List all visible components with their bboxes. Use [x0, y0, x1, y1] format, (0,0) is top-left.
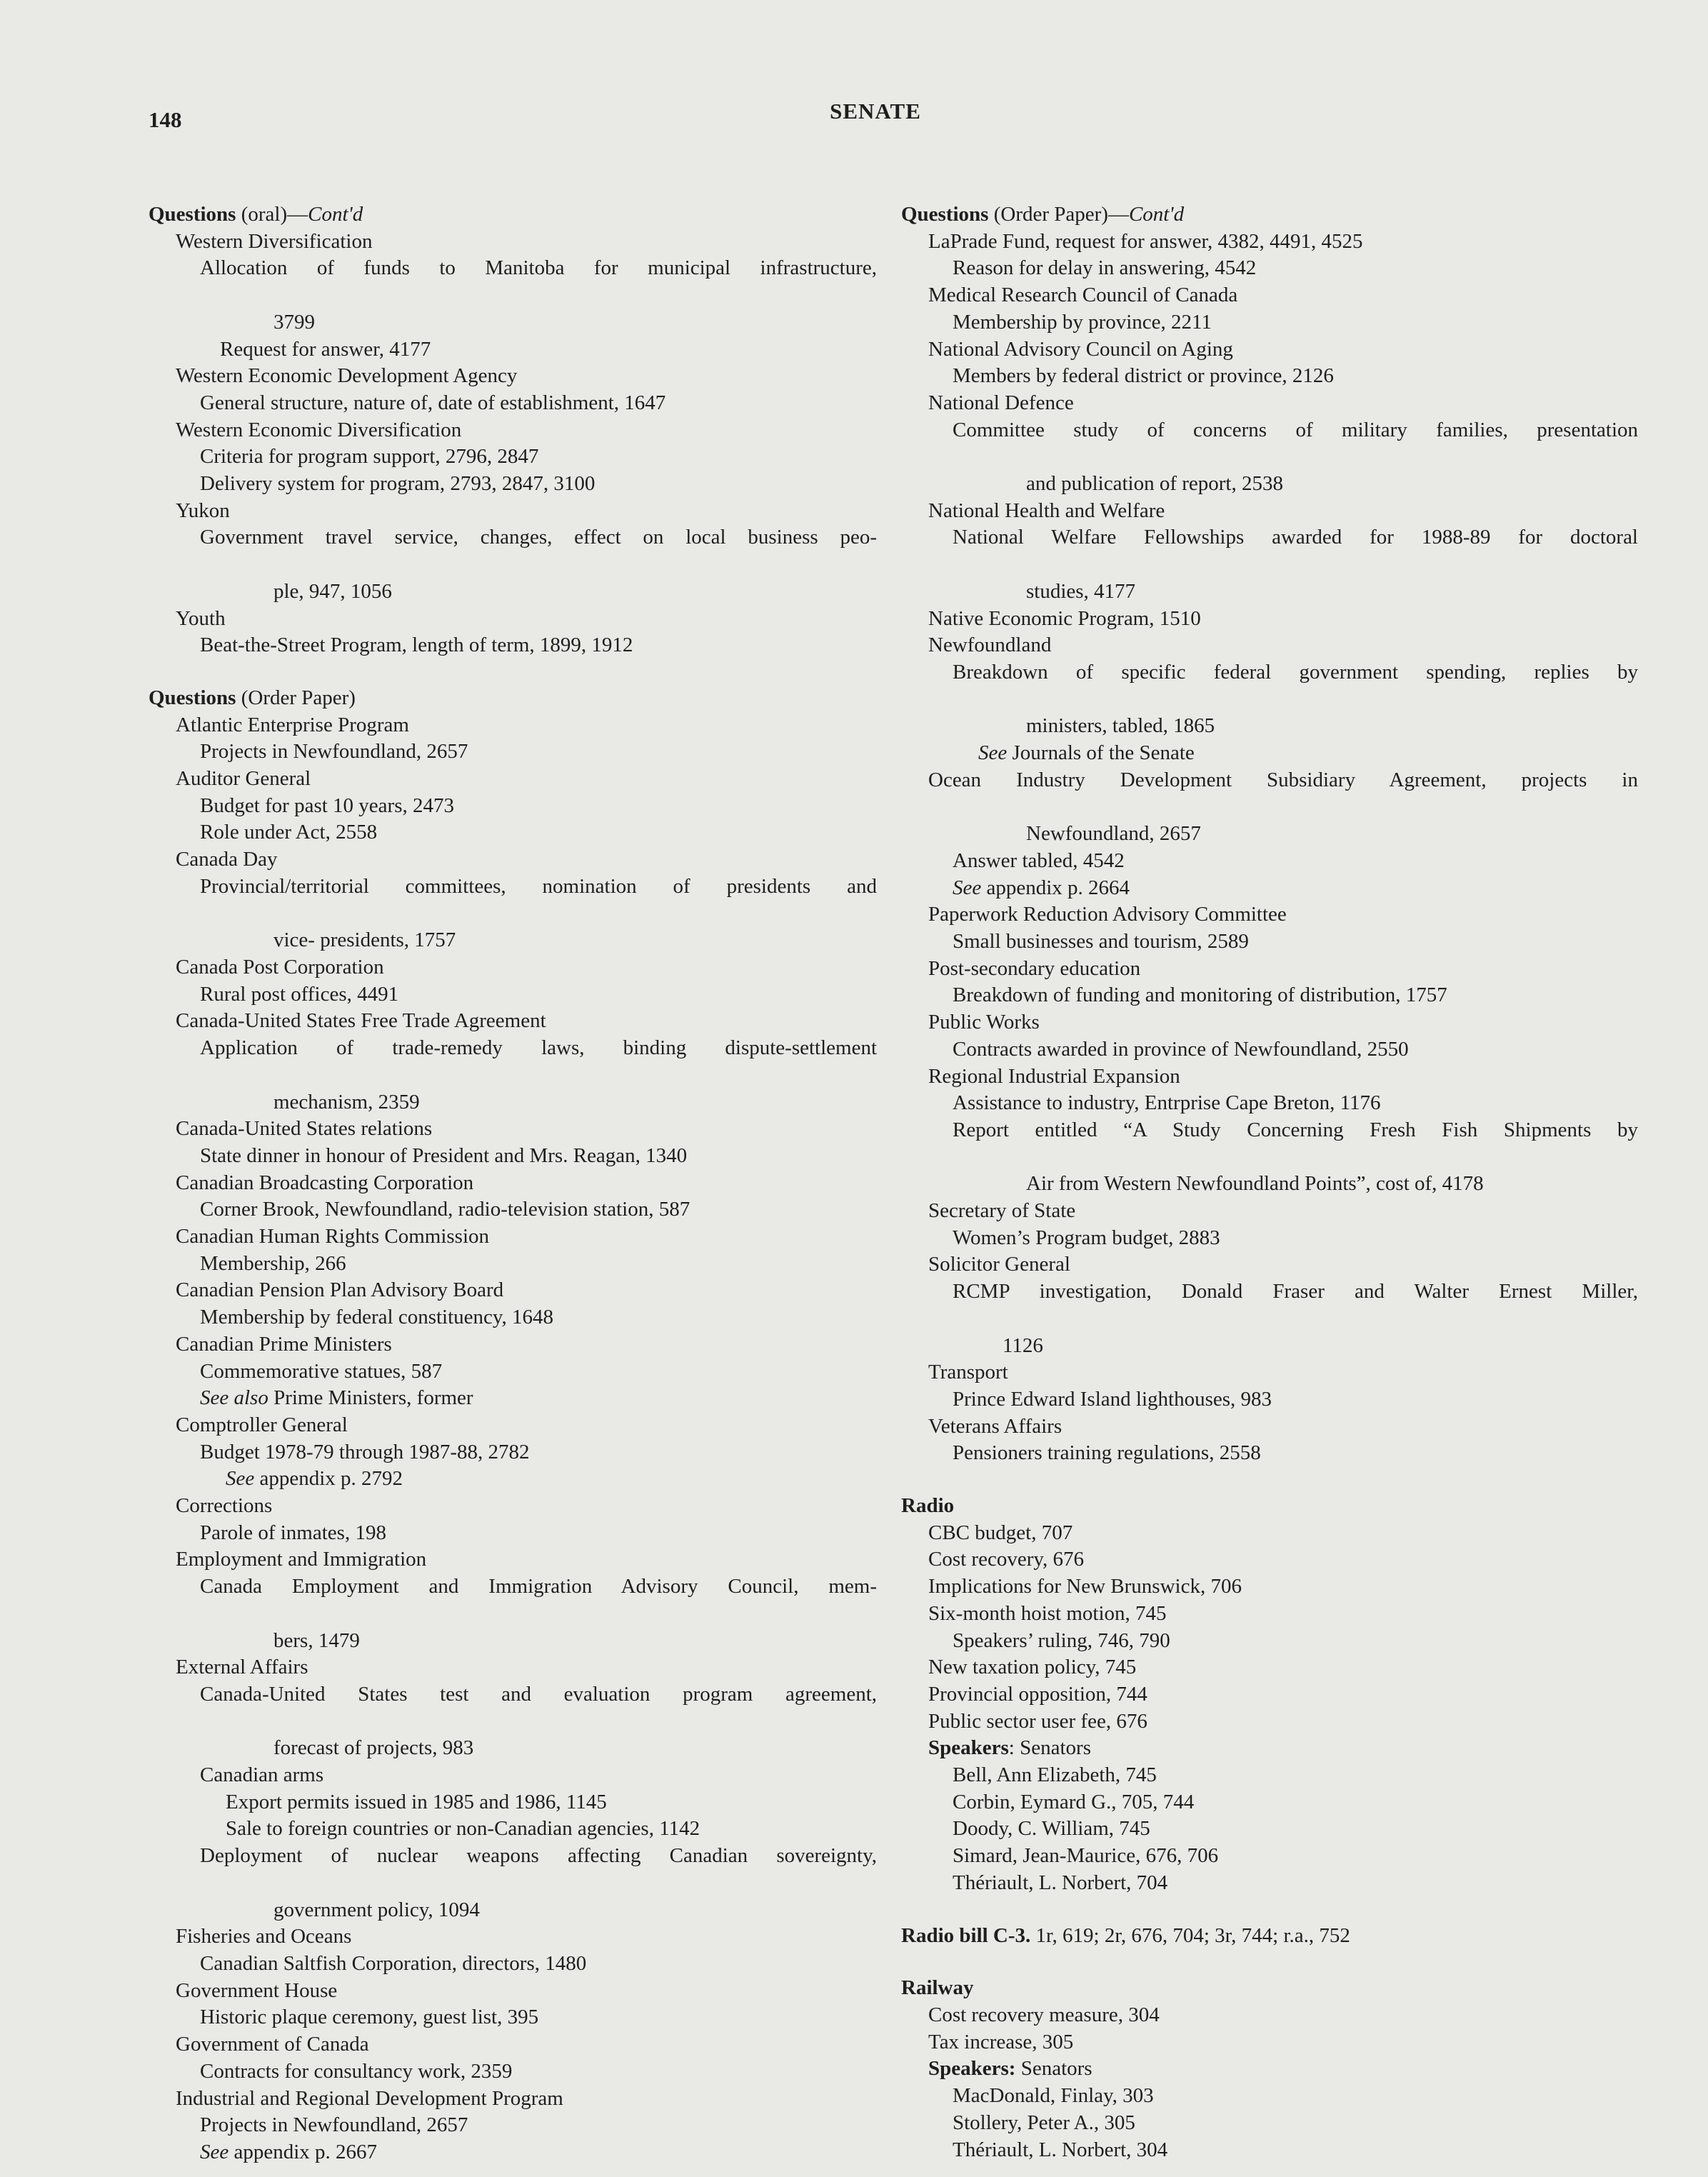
index-subentry: Government travel service, changes, effect on local business peo- — [200, 526, 877, 549]
index-entry: Comptroller General — [176, 1413, 348, 1436]
index-subentry: Provincial/territorial committees, nomination of presidents and — [200, 874, 877, 898]
index-subentry: Breakdown of specific federal government spending, replies by — [953, 660, 1638, 684]
index-heading: Questions (oral)—Cont'd — [149, 203, 363, 226]
index-entry: Canada-United States Free Trade Agreement — [176, 1009, 546, 1033]
index-entry: Medical Research Council of Canada — [928, 284, 1238, 307]
index-entry: Secretary of State — [928, 1199, 1076, 1223]
index-subentry: Criteria for program support, 2796, 2847 — [200, 445, 539, 469]
index-entry: Paperwork Reduction Advisory Committee — [928, 903, 1287, 926]
index-subentry: Application of trade-remedy laws, binding dispute-settlement — [200, 1036, 877, 1060]
index-entry: Newfoundland — [928, 634, 1052, 657]
index-subentry: MacDonald, Finlay, 303 — [953, 2084, 1154, 2108]
index-entry: Regional Industrial Expansion — [928, 1064, 1180, 1088]
index-entry: Public sector user fee, 676 — [928, 1709, 1147, 1733]
index-subentry: Thériault, L. Norbert, 304 — [953, 2138, 1168, 2161]
index-entry: Public Works — [928, 1011, 1040, 1034]
index-subentry: Prince Edward Island lighthouses, 983 — [953, 1387, 1272, 1411]
index-entry: Auditor General — [176, 767, 311, 791]
index-entry: Speakers: Senators — [928, 1736, 1091, 1760]
index-entry: Canadian Human Rights Commission — [176, 1225, 490, 1248]
index-subentry: Corbin, Eymard G., 705, 744 — [953, 1790, 1195, 1813]
index-subentry: Women’s Program budget, 2883 — [953, 1226, 1220, 1249]
index-entry: Speakers: Senators — [928, 2057, 1092, 2081]
index-entry: National Defence — [928, 391, 1074, 414]
index-entry: Government House — [176, 1978, 338, 2002]
index-subentry-continued: 1126 — [1003, 1333, 1043, 1357]
index-entry: National Advisory Council on Aging — [928, 337, 1233, 361]
index-column-left — [149, 201, 877, 2166]
index-subentry: Membership, 266 — [200, 1251, 346, 1275]
index-subentry: Stollery, Peter A., 305 — [953, 2111, 1135, 2134]
index-entry: Canadian Prime Ministers — [176, 1332, 392, 1356]
index-entry: Tax increase, 305 — [928, 2030, 1074, 2053]
index-subentry: Membership by federal constituency, 1648 — [200, 1306, 554, 1329]
index-entry: Atlantic Enterprise Program — [176, 713, 409, 736]
index-cross-reference: See appendix p. 2667 — [200, 2140, 378, 2163]
index-entry: Ocean Industry Development Subsidiary Agreement, projects in — [928, 768, 1638, 791]
index-heading: Questions (Order Paper) — [149, 686, 356, 709]
index-entry: Yukon — [176, 499, 230, 522]
index-subentry: Contracts awarded in province of Newfoundland, 2550 — [953, 1037, 1409, 1061]
index-entry: Solicitor General — [928, 1253, 1070, 1276]
index-subsubentry: Export permits issued in 1985 and 1986, 1145 — [226, 1790, 607, 1813]
index-subentry: Delivery system for program, 2793, 2847, 3100 — [200, 472, 596, 496]
index-entry: Veterans Affairs — [928, 1414, 1063, 1438]
index-subentry: State dinner in honour of President and Mrs. Reagan, 1340 — [200, 1143, 688, 1167]
index-subentry: Committee study of concerns of military families, presentation — [953, 418, 1638, 441]
index-entry: National Health and Welfare — [928, 499, 1165, 522]
index-entry-continued: Newfoundland, 2657 — [1026, 822, 1201, 846]
index-subentry: Canada Employment and Immigration Advisory Council, mem- — [200, 1575, 877, 1598]
index-subentry: Small businesses and tourism, 2589 — [953, 929, 1249, 953]
index-subentry: Answer tabled, 4542 — [953, 849, 1125, 872]
index-subentry: Contracts for consultancy work, 2359 — [200, 2059, 513, 2083]
index-heading: Radio — [901, 1494, 955, 1518]
index-entry: Canadian Broadcasting Corporation — [176, 1171, 474, 1194]
index-entry: Youth — [176, 606, 226, 630]
index-subentry-continued: ple, 947, 1056 — [273, 579, 392, 603]
index-subentry-continued: government policy, 1094 — [273, 1898, 480, 1921]
index-subentry: Budget 1978-79 through 1987-88, 2782 — [200, 1440, 530, 1463]
index-entry: Six-month hoist motion, 745 — [928, 1601, 1167, 1625]
index-subentry-continued: vice- presidents, 1757 — [273, 929, 456, 952]
index-subentry: Projects in Newfoundland, 2657 — [200, 2113, 468, 2137]
index-subentry: Reason for delay in answering, 4542 — [953, 256, 1257, 280]
running-head: SENATE — [830, 99, 921, 124]
index-cross-reference: See appendix p. 2664 — [953, 876, 1130, 899]
index-heading: Railway — [901, 1976, 974, 2000]
index-subentry: Rural post offices, 4491 — [200, 982, 399, 1006]
index-subentry: Canadian Saltfish Corporation, directors, 1480 — [200, 1952, 587, 1975]
index-subentry: Canadian arms — [200, 1763, 324, 1787]
index-subentry: Breakdown of funding and monitoring of distribution, 1757 — [953, 984, 1447, 1007]
index-entry: Cost recovery measure, 304 — [928, 2003, 1160, 2026]
index-column-right — [901, 201, 1638, 2163]
index-entry: Industrial and Regional Development Program — [176, 2086, 563, 2110]
index-subentry: Speakers’ ruling, 746, 790 — [953, 1628, 1170, 1652]
index-entry: Corrections — [176, 1494, 273, 1518]
index-cross-reference: See also Prime Ministers, former — [200, 1386, 473, 1410]
index-subentry-continued: and publication of report, 2538 — [1026, 472, 1283, 496]
index-subentry: Assistance to industry, Entrprise Cape Breton, 1176 — [953, 1091, 1381, 1115]
index-subentry: Commemorative statues, 587 — [200, 1359, 443, 1383]
index-cross-reference: See appendix p. 2792 — [226, 1467, 403, 1491]
index-heading: Questions (Order Paper)—Cont'd — [901, 203, 1185, 226]
index-subentry: Corner Brook, Newfoundland, radio-television station, 587 — [200, 1198, 690, 1221]
index-subentry: Bell, Ann Elizabeth, 745 — [953, 1763, 1157, 1787]
index-entry: Canadian Pension Plan Advisory Board — [176, 1278, 504, 1302]
index-entry: CBC budget, 707 — [928, 1521, 1073, 1544]
index-entry: Western Diversification — [176, 229, 373, 253]
index-entry: Cost recovery, 676 — [928, 1548, 1084, 1571]
index-subentry-continued: forecast of projects, 983 — [273, 1736, 474, 1760]
index-subentry: General structure, nature of, date of establishment, 1647 — [200, 391, 666, 414]
index-subentry-continued: mechanism, 2359 — [273, 1090, 420, 1113]
index-subentry: Simard, Jean-Maurice, 676, 706 — [953, 1844, 1219, 1868]
index-entry: Implications for New Brunswick, 706 — [928, 1575, 1242, 1598]
index-entry: Provincial opposition, 744 — [928, 1682, 1147, 1706]
index-subentry: Request for answer, 4177 — [220, 337, 431, 361]
index-entry: Canada Post Corporation — [176, 955, 384, 979]
index-entry: Western Economic Diversification — [176, 418, 462, 441]
index-subentry: Thériault, L. Norbert, 704 — [953, 1871, 1168, 1894]
page-number: 148 — [149, 107, 182, 132]
index-subentry-continued: bers, 1479 — [273, 1628, 360, 1652]
index-subentry: RCMP investigation, Donald Fraser and Walter Ernest Miller, — [953, 1280, 1638, 1303]
index-entry: Native Economic Program, 1510 — [928, 606, 1201, 630]
index-subentry: Canada-United States test and evaluation program agreement, — [200, 1682, 877, 1706]
index-subentry-continued: ministers, tabled, 1865 — [1026, 714, 1215, 738]
index-entry: Post-secondary education — [928, 956, 1141, 980]
index-subentry: Projects in Newfoundland, 2657 — [200, 740, 468, 764]
index-cross-reference: See Journals of the Senate — [978, 741, 1195, 765]
index-subentry: Beat-the-Street Program, length of term, 1899, 1912 — [200, 634, 633, 657]
index-entry: LaPrade Fund, request for answer, 4382, 4491, 4525 — [928, 229, 1363, 253]
index-subentry: Role under Act, 2558 — [200, 821, 378, 844]
index-subentry-continued: studies, 4177 — [1026, 579, 1136, 603]
index-subentry: Doody, C. William, 745 — [953, 1817, 1150, 1841]
index-entry: New taxation policy, 745 — [928, 1656, 1137, 1679]
index-subentry: Deployment of nuclear weapons affecting Canadian sovereignty, — [200, 1844, 877, 1868]
index-subentry: Membership by province, 2211 — [953, 310, 1212, 334]
index-entry: Fisheries and Oceans — [176, 1925, 352, 1948]
index-subentry: Budget for past 10 years, 2473 — [200, 794, 454, 817]
index-entry: Canada-United States relations — [176, 1117, 433, 1141]
index-entry: Government of Canada — [176, 2033, 369, 2056]
index-subsubentry: Sale to foreign countries or non-Canadian agencies, 1142 — [226, 1817, 700, 1841]
index-subentry: Report entitled “A Study Concerning Fresh Fish Shipments by — [953, 1118, 1638, 1141]
index-subentry: Allocation of funds to Manitoba for municipal infrastructure, — [200, 256, 877, 280]
index-entry: Transport — [928, 1361, 1008, 1384]
index-heading: Radio bill C-3. 1r, 619; 2r, 676, 704; 3r, 744; r.a., 752 — [901, 1923, 1350, 1947]
index-entry: Western Economic Development Agency — [176, 364, 518, 388]
index-subentry-continued: Air from Western Newfoundland Points”, cost of, 4178 — [1026, 1172, 1484, 1196]
index-entry: Canada Day — [176, 848, 278, 871]
index-subentry: National Welfare Fellowships awarded for 1988-89 for doctoral — [953, 526, 1638, 549]
index-subentry-continued: 3799 — [273, 310, 315, 334]
index-subentry: Pensioners training regulations, 2558 — [953, 1441, 1261, 1465]
index-subentry: Historic plaque ceremony, guest list, 395 — [200, 2006, 539, 2029]
index-subentry: Members by federal district or province, 2126 — [953, 364, 1334, 388]
index-entry: Employment and Immigration — [176, 1548, 427, 1571]
index-subentry: Parole of inmates, 198 — [200, 1521, 386, 1544]
index-entry: External Affairs — [176, 1656, 308, 1679]
